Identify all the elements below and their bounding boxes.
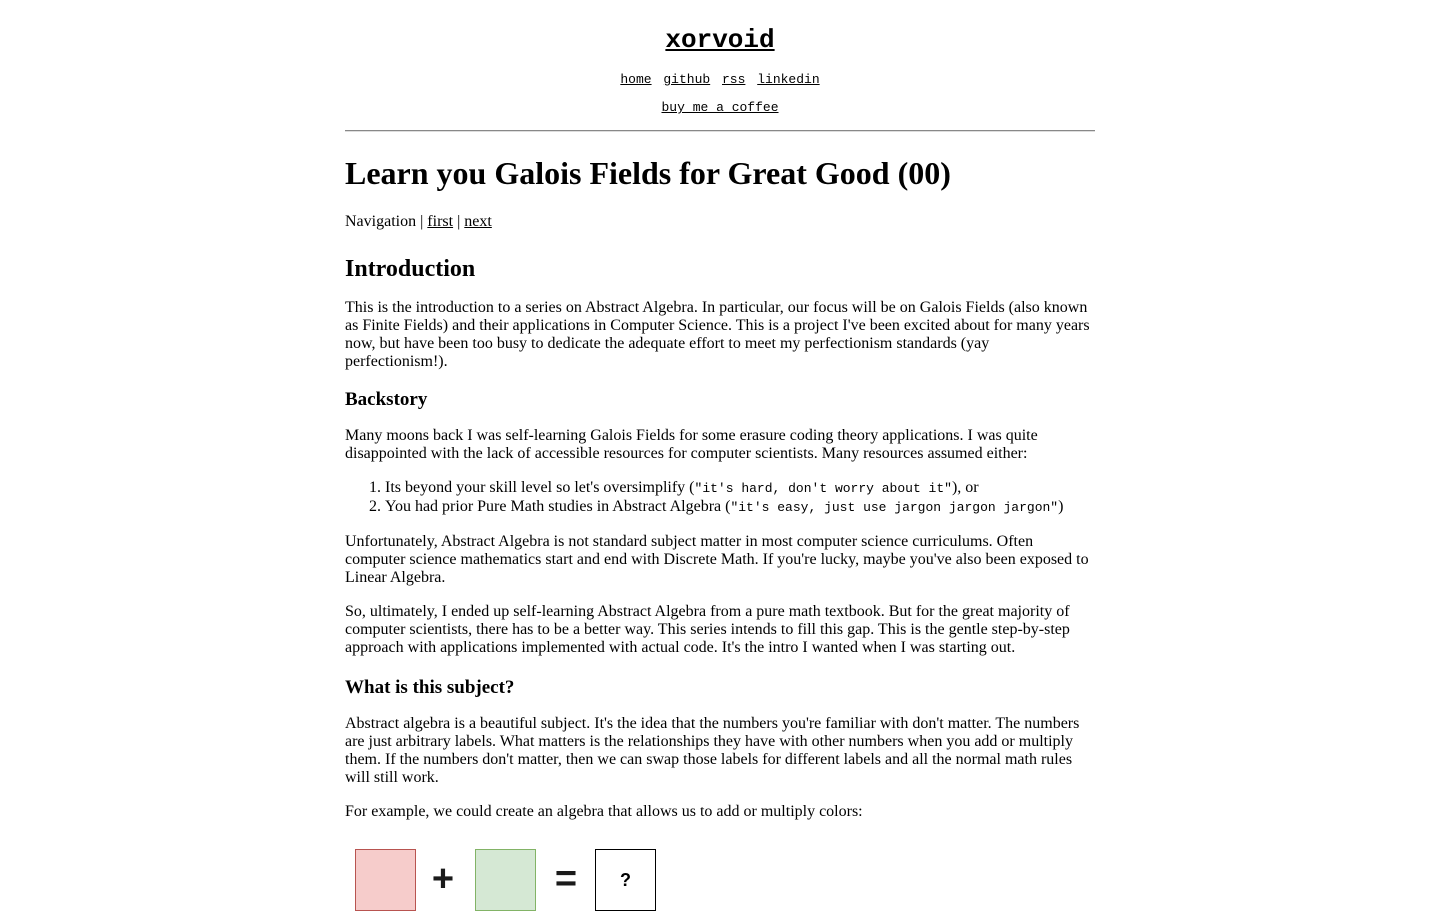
backstory-heading: Backstory <box>345 389 428 410</box>
list-item-code: "it's easy, just use jargon jargon jargon" <box>730 500 1059 515</box>
post-navigation <box>345 213 1095 231</box>
nav-rss-link[interactable]: rss <box>722 72 746 87</box>
list-item-code: "it's hard, don't worry about it" <box>694 481 952 496</box>
assumption-list <box>345 479 1095 517</box>
color-addition-figure <box>345 839 1095 919</box>
coffee-row <box>345 99 1095 117</box>
list-item-suffix: ), or <box>951 479 979 496</box>
introduction-paragraph: This is the introduction to a series on Abstract Algebra. In particular, our focus will be on Galois Fields (also known as Finite Fields) and their applications in Computer Science. This is a project I've been excited about for many years now, but have been too busy to dedicate the adequate effort to meet my perfectionism standards (yay perfectionism!). <box>345 299 1090 370</box>
page <box>345 0 1095 919</box>
post-navigation-separator: | <box>457 213 461 230</box>
list-item-text: Its beyond your skill level so let's oversimplify ( <box>385 479 695 496</box>
nav-home-link[interactable]: home <box>620 72 652 87</box>
header-divider <box>345 130 1095 132</box>
post-title: Learn you Galois Fields for Great Good (00) <box>345 155 951 191</box>
list-item <box>385 498 1095 517</box>
subject-paragraph-2: For example, we could create an algebra that allows us to add or multiply colors: <box>345 803 863 820</box>
nav-github-link[interactable]: github <box>663 72 711 87</box>
article <box>345 154 1095 919</box>
site-title <box>345 0 1095 56</box>
nav-linkedin-link[interactable]: linkedin <box>757 72 820 87</box>
post-navigation-label: Navigation | <box>345 213 424 230</box>
list-item-suffix: ) <box>1058 498 1064 515</box>
subject-paragraph-1: Abstract algebra is a beautiful subject. It's the idea that the numbers you're familiar with don't matter. The numbers are just arbitrary labels. What matters is the relationships they have with other numbers when you add or multiply them. If the numbers don't matter, then we can swap those labels for different labels and all the normal math rules will still work. <box>345 715 1080 786</box>
green-color-box <box>475 849 536 911</box>
site-nav <box>345 71 1095 89</box>
subject-heading: What is this subject? <box>345 677 515 698</box>
site-header <box>345 0 1095 132</box>
post-nav-next-link[interactable]: next <box>464 213 492 230</box>
red-color-box <box>355 849 416 911</box>
equals-sign: = <box>554 858 578 900</box>
plus-sign: + <box>431 858 455 900</box>
backstory-paragraph-3: So, ultimately, I ended up self-learning Abstract Algebra from a pure math textbook. But for the great majority of computer scientists, there has to be a better way. This series intends to fill this gap. This is the gentle step-by-step approach with applications implemented with actual code. It's the intro I wanted when I was starting out. <box>345 603 1070 656</box>
list-item <box>385 479 1095 498</box>
buy-me-a-coffee-link[interactable]: buy me a coffee <box>661 100 779 115</box>
list-item-text: You had prior Pure Math studies in Abstract Algebra ( <box>385 498 731 515</box>
introduction-heading: Introduction <box>345 256 476 282</box>
backstory-paragraph-2: Unfortunately, Abstract Algebra is not standard subject matter in most computer science curriculums. Often computer science mathematics start and end with Discrete Math. If you're lucky, maybe you've also been exposed to Linear Algebra. <box>345 533 1089 586</box>
unknown-result-box: ? <box>595 849 656 911</box>
backstory-paragraph-1: Many moons back I was self-learning Galois Fields for some erasure coding theory applications. I was quite disappointed with the lack of accessible resources for computer scientists. Many resources assumed either: <box>345 427 1038 462</box>
post-nav-first-link[interactable]: first <box>427 213 454 230</box>
site-title-link[interactable]: xorvoid <box>665 25 775 55</box>
